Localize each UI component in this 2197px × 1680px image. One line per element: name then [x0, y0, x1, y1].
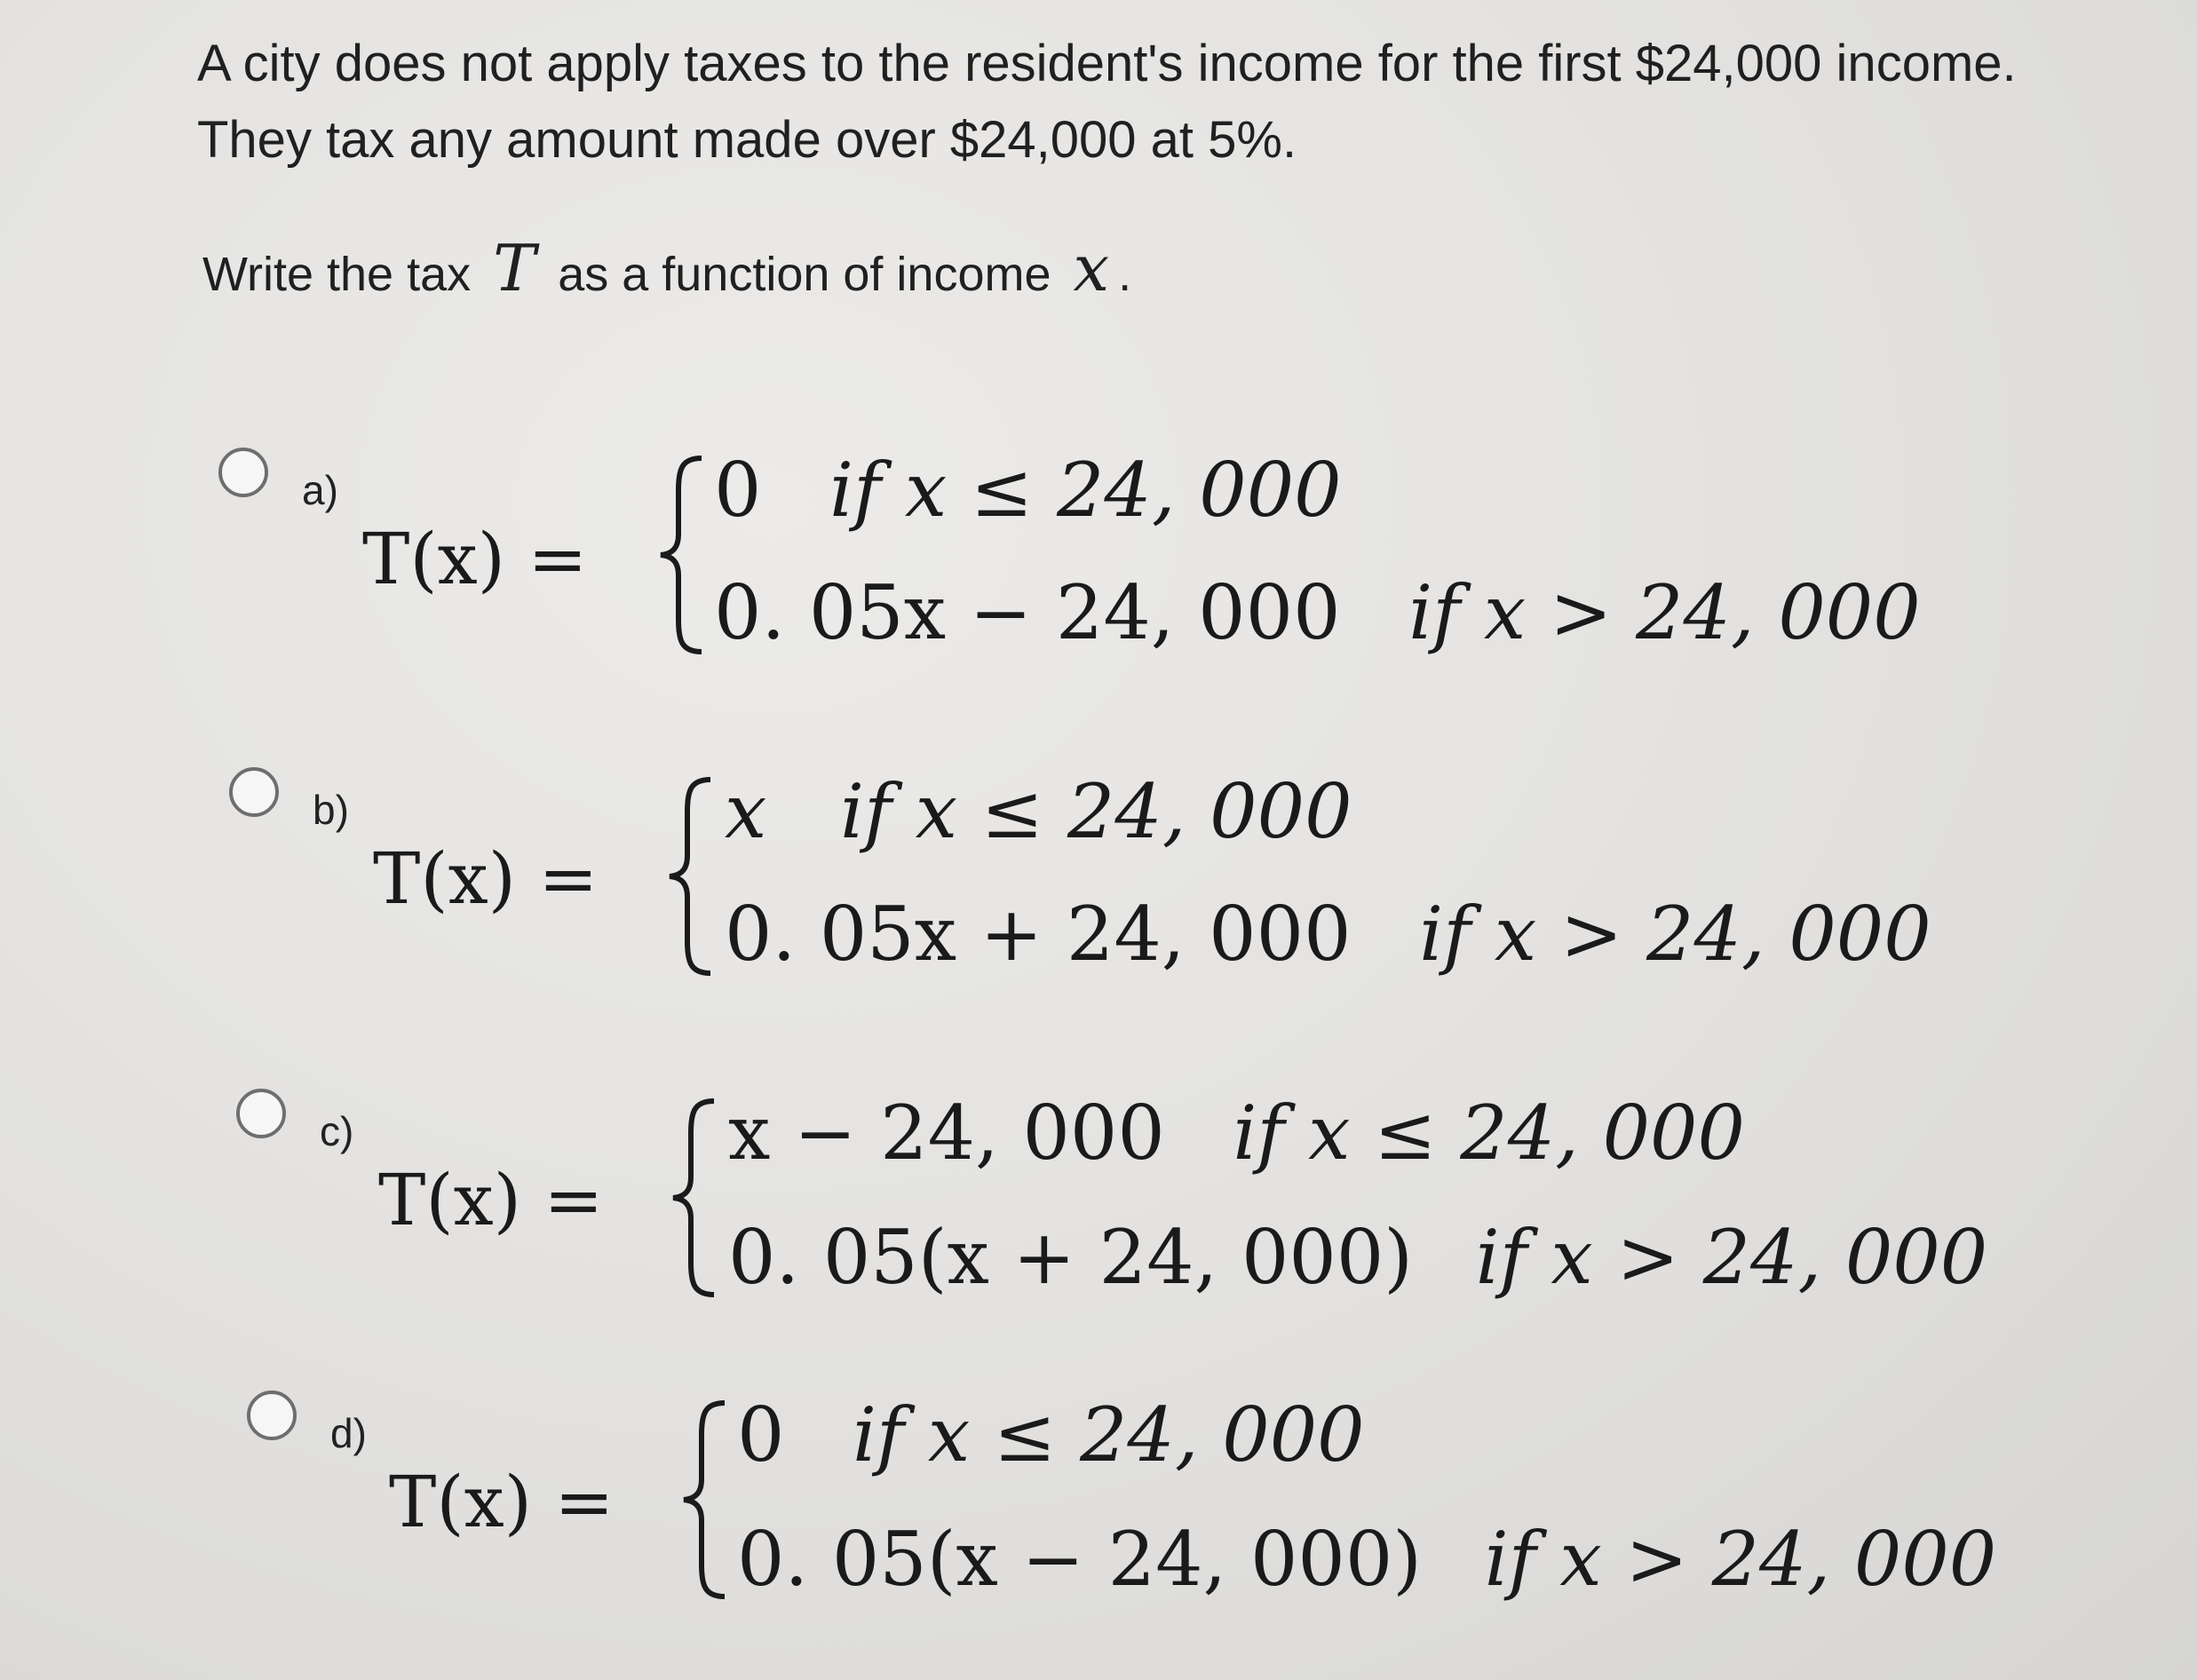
case-2-condition-d: if x > 24, 000	[1484, 1516, 1997, 1603]
option-b[interactable]	[0, 755, 2197, 1003]
question-line-2: They tax any amount made over $24,000 at 5%.	[197, 111, 1297, 169]
case-1-c	[728, 1089, 1745, 1177]
case-1-expression-a: 0	[714, 447, 762, 534]
case-1-b	[725, 767, 1352, 856]
option-d[interactable]	[0, 1385, 2197, 1634]
case-2-condition-c: if x > 24, 000	[1475, 1214, 1988, 1301]
left-brace-icon	[678, 1398, 732, 1602]
case-2-expression-a: 0. 05x − 24, 000	[714, 569, 1341, 656]
function-lhs-c: T(x) =	[378, 1159, 604, 1241]
case-1-expression-d: 0	[737, 1391, 785, 1478]
question-prompt	[202, 233, 1131, 310]
case-1-condition-d: if x ≤ 24, 000	[853, 1391, 1365, 1478]
option-label-d: d)	[330, 1410, 367, 1456]
radio-option-b[interactable]	[229, 767, 279, 817]
left-brace-icon	[664, 774, 718, 979]
case-2-a	[714, 568, 1921, 657]
left-brace-icon	[668, 1096, 721, 1300]
case-2-c	[728, 1213, 1987, 1302]
prompt-text-end: .	[1118, 248, 1132, 301]
variable-t: T	[493, 231, 536, 305]
question-line-1: A city does not apply taxes to the resident's income for the first $24,000 income.	[197, 35, 2017, 92]
case-2-condition-b: if x > 24, 000	[1419, 891, 1931, 978]
function-lhs-a: T(x) =	[362, 518, 588, 600]
case-1-condition-c: if x ≤ 24, 000	[1233, 1090, 1745, 1177]
option-c[interactable]	[0, 1076, 2197, 1325]
function-lhs-d: T(x) =	[389, 1461, 615, 1543]
case-1-condition-b: if x ≤ 24, 000	[840, 768, 1352, 855]
left-brace-icon	[655, 453, 709, 657]
case-2-b	[725, 890, 1931, 979]
case-2-expression-c: 0. 05(x + 24, 000)	[728, 1214, 1414, 1301]
option-a[interactable]	[0, 435, 2197, 684]
prompt-text-middle: as a function of income	[558, 248, 1051, 301]
variable-x: x	[1073, 231, 1110, 305]
option-label-b: b)	[313, 787, 349, 833]
case-1-a	[714, 446, 1342, 535]
case-1-condition-a: if x ≤ 24, 000	[829, 447, 1342, 534]
case-2-expression-d: 0. 05(x − 24, 000)	[737, 1516, 1423, 1603]
radio-option-a[interactable]	[218, 448, 268, 497]
case-1-d	[737, 1391, 1365, 1479]
radio-option-d[interactable]	[247, 1391, 297, 1440]
option-label-a: a)	[302, 467, 338, 513]
option-label-c: c)	[320, 1108, 354, 1154]
case-2-expression-b: 0. 05x + 24, 000	[725, 891, 1352, 978]
prompt-text-start: Write the tax	[202, 248, 472, 301]
function-lhs-b: T(x) =	[373, 837, 599, 920]
case-2-d	[737, 1515, 1996, 1604]
case-1-expression-c: x − 24, 000	[728, 1090, 1165, 1177]
case-2-condition-a: if x > 24, 000	[1408, 569, 1921, 656]
radio-option-c[interactable]	[236, 1089, 286, 1138]
question-text	[197, 27, 2106, 178]
case-1-expression-b: x	[725, 768, 767, 855]
